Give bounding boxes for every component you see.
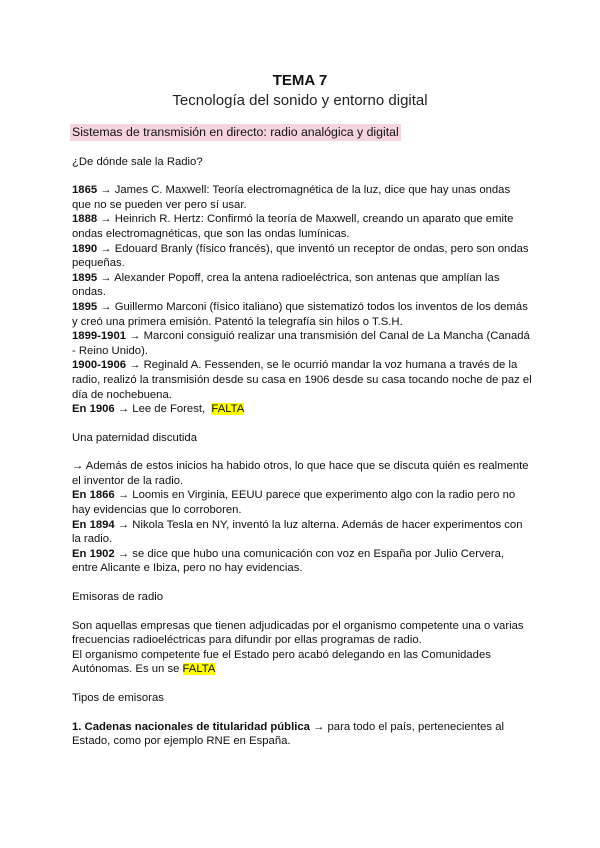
paragraph: Son aquellas empresas que tienen adjudicadas por el organismo competente una o varias frecuencias radioeléctricas para difundir por ellas programas de radio. — [72, 619, 524, 647]
timeline-entry: 1900-1906 → Reginald A. Fessenden, se le ocurrió mandar la voz humana a través de la radio, realizó la transmisión desde su casa en 1906 desde su casa tocando noche de paz el día de nochebuena. — [72, 359, 532, 401]
timeline-entry: 1888 → Heinrich R. Hertz: Confirmó la teoría de Maxwell, creando un aparato que emite ondas electromagnéticas, que son las ondas lumínicas. — [72, 213, 514, 240]
timeline-entry: En 1894 → Nikola Tesla en NY, inventó la luz alterna. Además de hacer experimentos con la radio. — [72, 518, 523, 546]
document-subtitle: Tecnología del sonido y entorno digital — [172, 92, 428, 109]
timeline-entry: En 1866 → Loomis en Virginia, EEUU parece que experimento algo con la radio pero no hay evidencias que lo corroboren. — [72, 489, 516, 517]
document-body — [72, 124, 532, 749]
list-item: 1. Cadenas nacionales de titularidad pública → para todo el país, pertenecientes al Estado, como por ejemplo RNE en España. — [72, 720, 504, 748]
paragraph: El organismo competente fue el Estado pero acabó delegando en las Comunidades Autónomas. Es un se FALTA — [72, 648, 491, 676]
timeline-entry: 1890 → Edouard Branly (físico francés), que inventó un receptor de ondas, pero son ondas pequeñas. — [72, 242, 529, 270]
section-heading-paternidad: Una paternidad discutida — [72, 431, 197, 444]
timeline-entry: 1865 → James C. Maxwell: Teoría electromagnética de la luz, dice que hay unas ondas que no se pueden ver pero sí usar. — [72, 184, 511, 211]
section-question: ¿De dónde sale la Radio? — [72, 155, 203, 168]
timeline-entry: En 1902 → se dice que hubo una comunicación con voz en España por Julio Cervera, entre Alicante e Ibiza, pero no hay evidencias. — [72, 547, 505, 575]
timeline-entry: En 1906 → Lee de Forest, FALTA — [72, 403, 245, 416]
falta-highlight: FALTA — [211, 403, 245, 416]
section-heading-tipos: Tipos de emisoras — [72, 692, 164, 704]
falta-highlight: FALTA — [182, 663, 216, 676]
document-title: TEMA 7 — [272, 72, 328, 89]
section-heading-emisoras: Emisoras de radio — [72, 591, 164, 604]
timeline-entry: 1895 → Guillermo Marconi (físico italiano) que sistematizó todos los inventos de los demás y creó una primera emisión. Patentó la telegrafía sin hilos o T.S.H. — [72, 300, 528, 328]
section-intro: → Además de estos inicios ha habido otros, lo que hace que se discuta quién es realmente el inventor de la radio. — [72, 460, 529, 487]
timeline-entry: 1899-1901 → Marconi consiguió realizar una transmisión del Canal de La Mancha (Canadá - Reino Unido). — [72, 330, 530, 357]
section-heading-transmision: Sistemas de transmisión en directo: radio analógica y digital — [72, 125, 399, 139]
timeline-entry: 1895 → Alexander Popoff, crea la antena radioeléctrica, son antenas que amplían las ondas. — [72, 271, 500, 299]
